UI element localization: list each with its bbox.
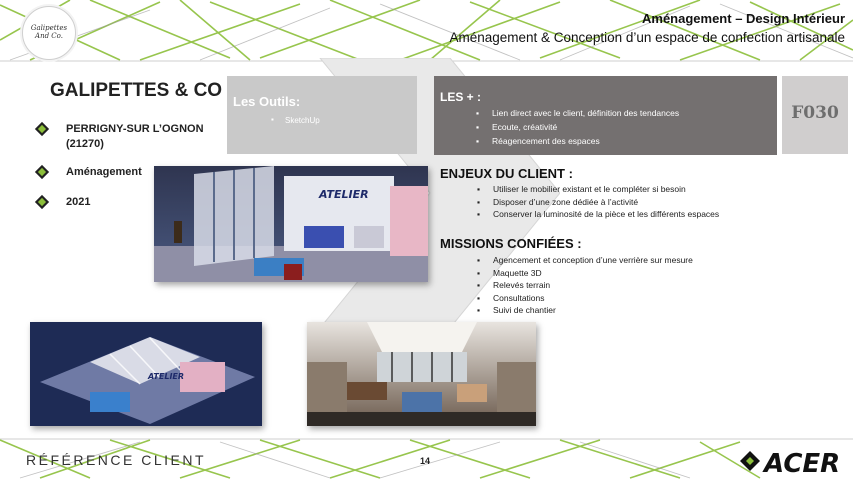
page-number: 14 xyxy=(420,456,431,466)
advantages-heading: LES + : xyxy=(440,90,482,104)
logo-text: Galipettes And Co. xyxy=(30,24,68,40)
diamond-bullet-icon xyxy=(35,195,49,209)
render-image-aerial xyxy=(30,322,262,426)
project-type: Aménagement xyxy=(66,166,142,178)
advantages-box xyxy=(434,76,777,155)
tools-heading: Les Outils: xyxy=(233,94,301,109)
project-year: 2021 xyxy=(66,196,91,208)
missions-section xyxy=(440,236,693,317)
diamond-bullet-icon xyxy=(35,165,49,179)
render-image-main xyxy=(154,166,428,282)
missions-list xyxy=(493,254,693,317)
page-title: Aménagement – Design Intérieur xyxy=(642,11,845,26)
brand-name: ACER xyxy=(764,449,841,478)
list-item: ▪ Suivi de chantier xyxy=(493,304,693,317)
list-item: ▪ Réagencement des espaces xyxy=(492,134,679,148)
list-item: ▪ Agencement et conception d’une verrière sur mesure xyxy=(493,254,693,267)
reference-code: F030 xyxy=(791,103,839,123)
list-item: ▪ Consultations xyxy=(493,292,693,305)
reference-box xyxy=(782,76,848,154)
list-item: ▪ Maquette 3D xyxy=(493,267,693,280)
client-logo xyxy=(22,6,76,60)
acer-logo xyxy=(738,444,848,478)
list-item: ▪ Lien direct avec le client, définition des tendances xyxy=(492,106,679,120)
list-item: ▪ Utiliser le mobilier existant et le compléter si besoin xyxy=(493,183,719,196)
tools-box xyxy=(227,76,417,154)
missions-heading: MISSIONS CONFIÉES : xyxy=(440,236,582,251)
enjeux-list xyxy=(493,183,719,221)
list-item: ▪ Ecoute, créativité xyxy=(492,120,679,134)
tools-item: ▪ SketchUp xyxy=(285,116,320,125)
diamond-bullet-icon xyxy=(35,122,49,136)
enjeux-heading: ENJEUX DU CLIENT : xyxy=(440,166,573,181)
client-name: GALIPETTES & CO xyxy=(50,80,223,101)
render-sign-aerial: ATELIER xyxy=(148,372,185,381)
footer-label: RÉFÉRENCE CLIENT xyxy=(26,452,207,468)
page-subtitle: Aménagement & Conception d’un espace de confection artisanale xyxy=(449,30,845,45)
list-item: ▪ Disposer d’une zone dédiée à l’activité xyxy=(493,196,719,209)
enjeux-section xyxy=(440,166,719,221)
advantages-list xyxy=(492,106,679,148)
photo-interior xyxy=(307,322,536,426)
list-item: ▪ Conserver la luminosité de la pièce et les différents espaces xyxy=(493,208,719,221)
render-sign: ATELIER xyxy=(319,188,369,201)
list-item: ▪ Relevés terrain xyxy=(493,279,693,292)
client-location: PERRIGNY-SUR L’OGNON (21270) xyxy=(66,123,204,150)
